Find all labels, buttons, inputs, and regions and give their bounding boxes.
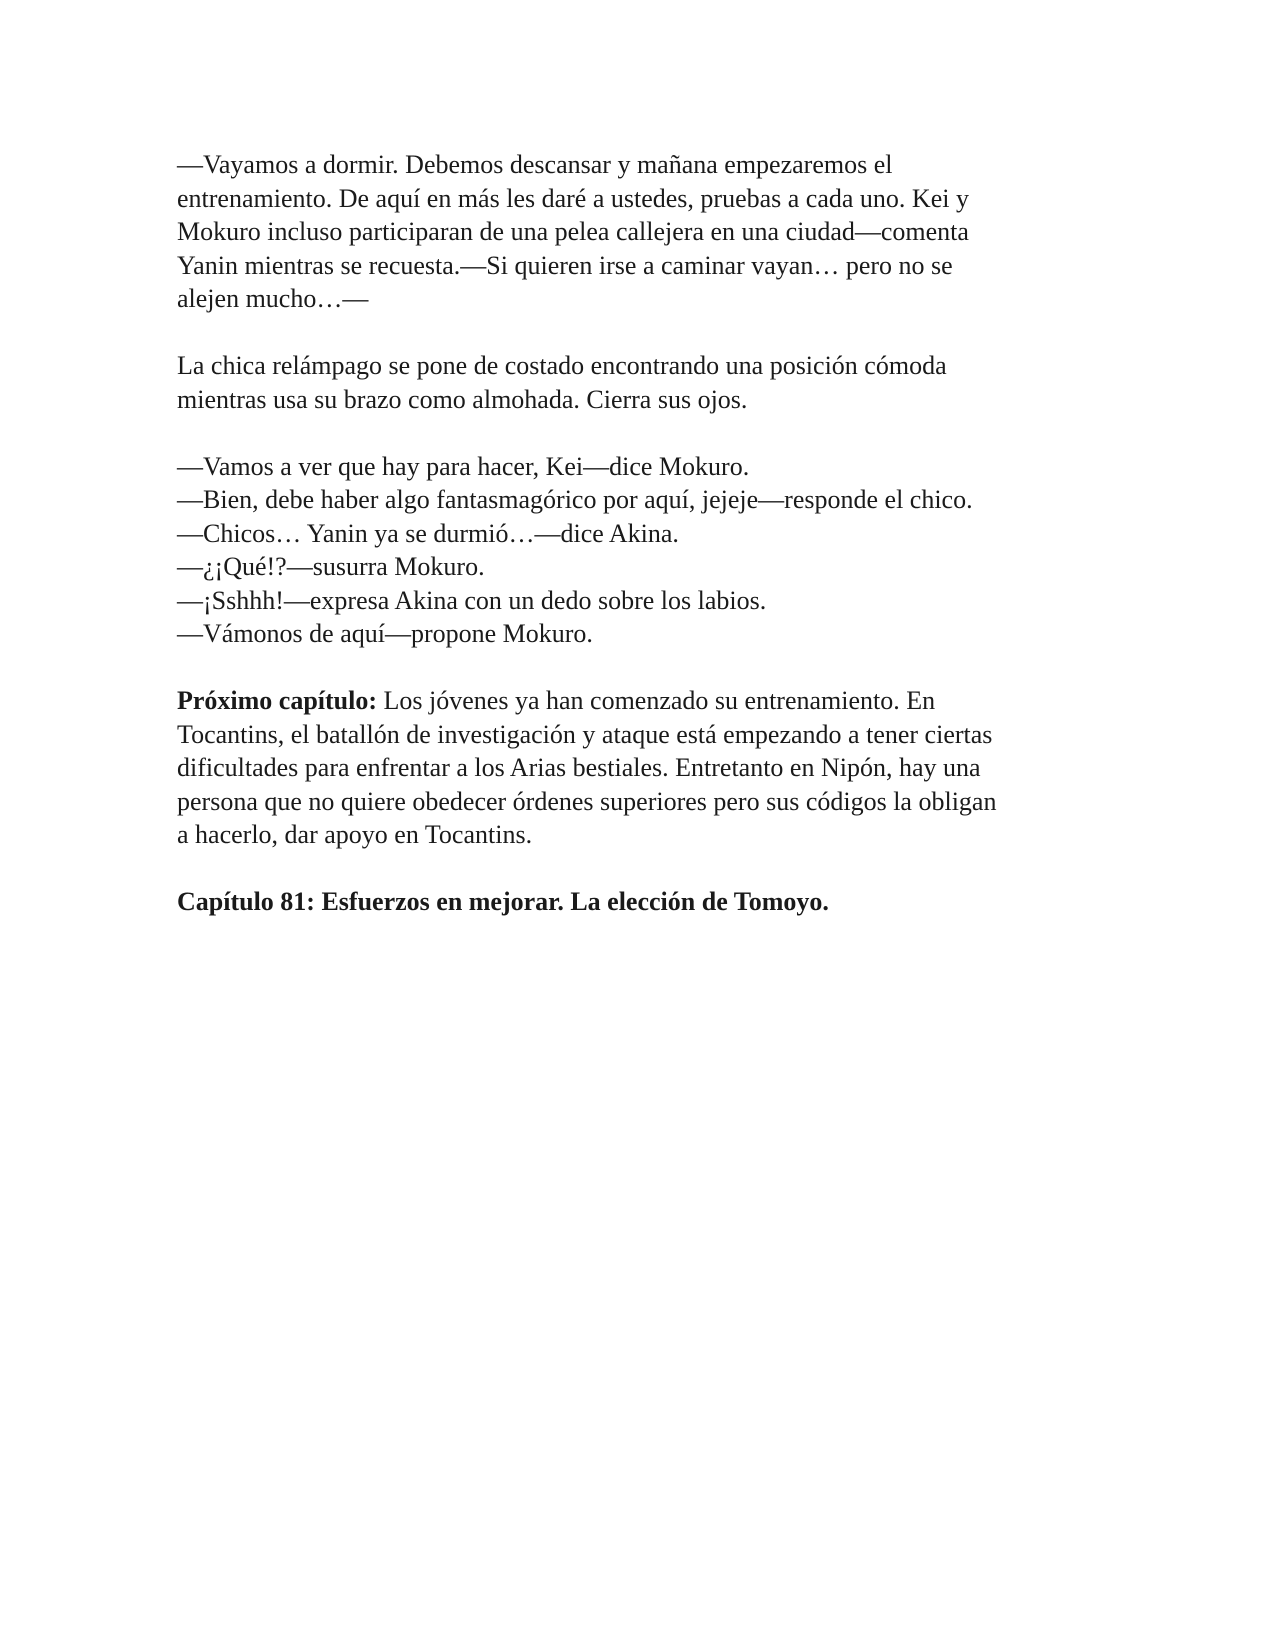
dialogue-block <box>177 450 1117 651</box>
next-chapter-label: Próximo capítulo: <box>177 686 378 715</box>
dialogue-line: —¡Sshhh!—expresa Akina con un dedo sobre los labios. <box>177 585 767 615</box>
text-line: a hacerlo, dar apoyo en Tocantins. <box>177 820 533 849</box>
text-line <box>177 684 1117 718</box>
chapter-title-text: Capítulo 81: Esfuerzos en mejorar. La elección de Tomoyo. <box>177 887 829 916</box>
next-chapter-paragraph <box>177 684 1117 852</box>
paragraph-narration <box>177 349 1117 416</box>
text-line: Mokuro incluso participaran de una pelea callejera en una ciudad—comenta <box>177 217 969 246</box>
dialogue-line: —Chicos… Yanin ya se durmió…—dice Akina. <box>177 518 679 548</box>
dialogue-line: —Bien, debe haber algo fantasmagórico por aquí, jejeje—responde el chico. <box>177 485 973 514</box>
chapter-title <box>177 885 1117 919</box>
next-chapter-first-line: Los jóvenes ya han comenzado su entrenamiento. En <box>377 686 936 715</box>
dialogue-line: —Vámonos de aquí—propone Mokuro. <box>177 619 593 648</box>
dialogue-line: —¿¡Qué!?—susurra Mokuro. <box>177 552 485 581</box>
text-line: Tocantins, el batallón de investigación y ataque está empezando a tener ciertas <box>177 719 993 749</box>
page-content <box>177 148 1117 952</box>
text-line: alejen mucho…— <box>177 284 369 313</box>
paragraph-yanin-speech <box>177 148 1117 316</box>
text-line: mientras usa su brazo como almohada. Cierra sus ojos. <box>177 384 748 414</box>
text-line: dificultades para enfrentar a los Arias bestiales. Entretanto en Nipón, hay una <box>177 753 981 782</box>
text-line: Yanin mientras se recuesta.—Si quieren irse a caminar vayan… pero no se <box>177 250 953 280</box>
text-line: entrenamiento. De aquí en más les daré a ustedes, pruebas a cada uno. Kei y <box>177 183 969 213</box>
text-line: La chica relámpago se pone de costado encontrando una posición cómoda <box>177 351 947 380</box>
text-line: —Vayamos a dormir. Debemos descansar y mañana empezaremos el <box>177 150 893 179</box>
dialogue-line: —Vamos a ver que hay para hacer, Kei—dice Mokuro. <box>177 451 750 481</box>
text-line: persona que no quiere obedecer órdenes superiores pero sus códigos la obligan <box>177 786 997 816</box>
